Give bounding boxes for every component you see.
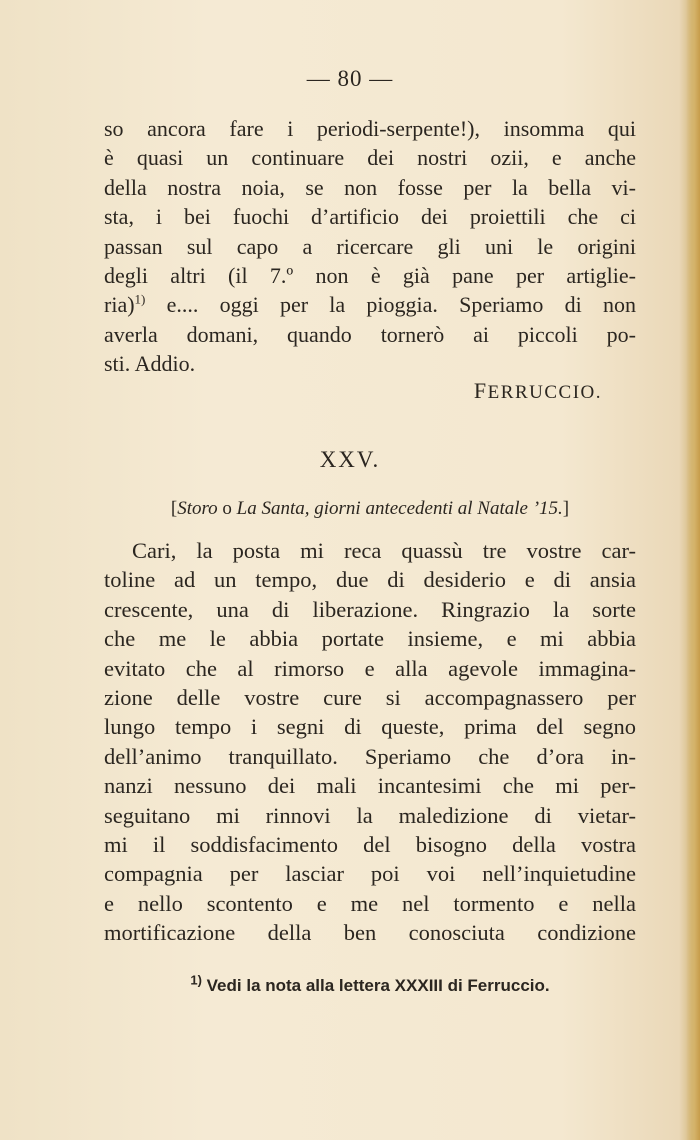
text-line: so ancora fare i periodi-serpente!), insomma qui [104, 116, 636, 141]
text-line: passan sul capo a ricercare gli uni le origini [104, 233, 636, 259]
text-line: mortificazione della ben conosciuta condizione [104, 920, 636, 946]
footnote-marker: 1) [190, 972, 202, 988]
text-line: averla domani, quando tornerò ai piccoli po- [104, 321, 636, 347]
text-fragment: e.... oggi per la pioggia. Speriamo di non [145, 292, 636, 318]
top-paragraph [104, 114, 636, 379]
text-line: Cari, la posta mi reca quassù tre vostre car- [132, 538, 636, 563]
text-line: e nello scontento e me nel tormento e nella [104, 890, 636, 916]
text-line: lungo tempo i segni di queste, prima del segno [104, 714, 636, 740]
text-line: nanzi nessuno dei mali incantesimi che mi per- [104, 773, 636, 799]
text-line: evitato che al rimorso e alla agevole immagina- [104, 655, 636, 681]
text-line: compagnia per lasciar poi voi nell’inquietudine [104, 861, 636, 887]
signature-rest: ERRUCCIO. [487, 382, 602, 403]
text-line: che me le abbia portate insieme, e mi abbia [104, 626, 636, 652]
dateline-open: [ [170, 498, 178, 519]
dateline [104, 498, 636, 520]
text-line-with-note [104, 290, 636, 319]
footnote-reference: 1) [134, 292, 146, 308]
page-number: — 80 — [306, 66, 394, 91]
page-edge [686, 0, 700, 1140]
text-line: sta, i bei fuochi d’artificio dei proiettili che ci [104, 204, 636, 230]
letter-paragraph [104, 536, 636, 947]
text-line: degli altri (il 7.º non è già pane per artiglie- [104, 262, 636, 288]
signature [474, 378, 602, 404]
dateline-rest: La Santa, giorni antecedenti al Natale ’15. [236, 498, 563, 519]
signature-initial: F [473, 378, 488, 403]
dateline-place: Storo [177, 498, 218, 519]
footnote [104, 972, 636, 996]
text-line: seguitano mi rinnovi la maledizione di vietar- [104, 802, 636, 828]
text-fragment: ria) [104, 292, 135, 318]
dateline-close: ] [562, 498, 570, 519]
text-line: dell’animo tranquillato. Speriamo che d’ora in- [104, 743, 636, 769]
dateline-connector: o [217, 498, 237, 519]
text-line: crescente, una di liberazione. Ringrazio la sorte [104, 596, 636, 622]
text-line: è quasi un continuare dei nostri ozii, e anche [104, 145, 636, 171]
text-line: della nostra noia, se non fosse per la bella vi- [104, 174, 636, 200]
text-line: toline ad un tempo, due di desiderio e di ansia [104, 567, 636, 593]
text-line: zione delle vostre cure si accompagnassero per [104, 684, 636, 710]
text-line: mi il soddisfacimento del bisogno della vostra [104, 831, 636, 857]
section-heading: XXV. [319, 447, 381, 472]
footnote-text: Vedi la nota alla lettera XXXIII di Ferruccio. [201, 976, 550, 995]
text-line: sti. Addio. [104, 351, 196, 377]
